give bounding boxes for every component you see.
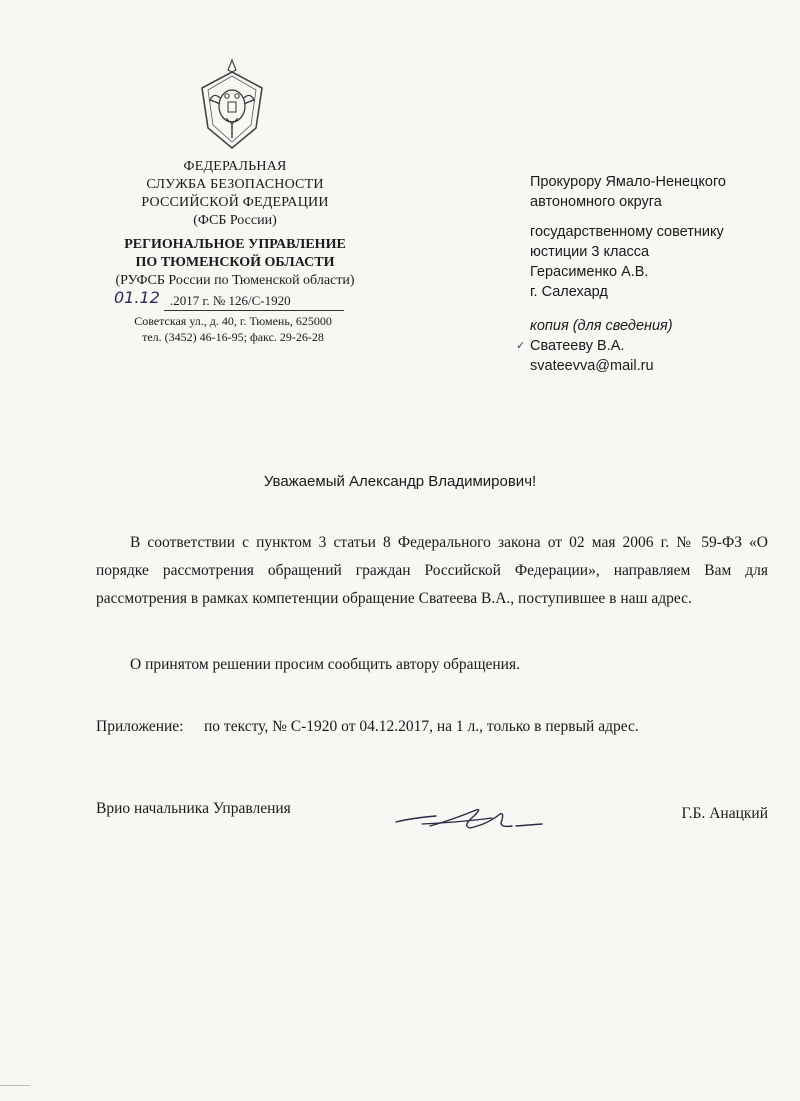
address-line: Советская ул., д. 40, г. Тюмень, 625000 bbox=[134, 314, 332, 328]
reference-number: .2017 г. № 126/С-1920 bbox=[170, 293, 291, 308]
agency-line: ФЕДЕРАЛЬНАЯ bbox=[183, 159, 287, 174]
fsb-emblem-icon bbox=[196, 58, 268, 150]
recipient-line: г. Салехард bbox=[530, 284, 608, 300]
copy-email: svateevva@mail.ru bbox=[530, 358, 654, 374]
recipient-line: Герасименко А.В. bbox=[530, 264, 649, 280]
copy-name bbox=[516, 336, 780, 356]
agency-address bbox=[108, 313, 358, 345]
agency-short-name: (ФСБ России) bbox=[193, 213, 277, 228]
recipient-line: автономного округа bbox=[530, 194, 662, 210]
region-short-name: (РУФСБ России по Тюменской области) bbox=[115, 273, 355, 288]
greeting: Уважаемый Александр Владимирович! bbox=[263, 473, 537, 490]
copy-name-text: Сватееву В.А. bbox=[530, 338, 625, 354]
region-line: ПО ТЮМЕНСКОЙ ОБЛАСТИ bbox=[135, 255, 335, 270]
recipient-line: государственному советнику bbox=[530, 224, 724, 240]
agency-line: РОССИЙСКОЙ ФЕДЕРАЦИИ bbox=[141, 195, 329, 210]
signer-name: Г.Б. Анацкий bbox=[681, 805, 768, 822]
agency-line: СЛУЖБА БЕЗОПАСНОСТИ bbox=[146, 177, 324, 192]
agency-header bbox=[90, 158, 380, 290]
signer-position: Врио начальника Управления bbox=[96, 800, 291, 817]
handwritten-date: 01.12 bbox=[114, 288, 160, 307]
handwritten-signature-icon bbox=[392, 796, 552, 836]
recipient-line: Прокурору Ямало-Ненецкого bbox=[530, 174, 726, 190]
attachment-text: по тексту, № С-1920 от 04.12.2017, на 1 л., только в первый адрес. bbox=[204, 718, 639, 735]
copy-label: копия (для сведения) bbox=[530, 318, 673, 334]
recipient-block bbox=[516, 172, 780, 376]
check-mark-icon: ✓ bbox=[516, 340, 526, 352]
phone-line: тел. (3452) 46-16-95; факс. 29-26-28 bbox=[142, 330, 324, 344]
region-line: РЕГИОНАЛЬНОЕ УПРАВЛЕНИЕ bbox=[124, 237, 346, 252]
attachment-line bbox=[96, 718, 776, 736]
paragraph-request: О принятом решении просим сообщить автору обращения. bbox=[130, 656, 520, 673]
paragraph-main: В соответствии с пунктом 3 статьи 8 Федерального закона от 02 мая 2006 г. № 59-ФЗ «О порядке рассмотрения обращений граждан Российской Федерации», направляем Вам для рассмотрения в рамках компетенции обращение Сватеева В.А., поступившее в наш адрес. bbox=[96, 534, 768, 607]
attachment-label: Приложение: bbox=[96, 718, 184, 735]
recipient-line: юстиции 3 класса bbox=[530, 244, 650, 260]
reference-line bbox=[114, 288, 344, 312]
